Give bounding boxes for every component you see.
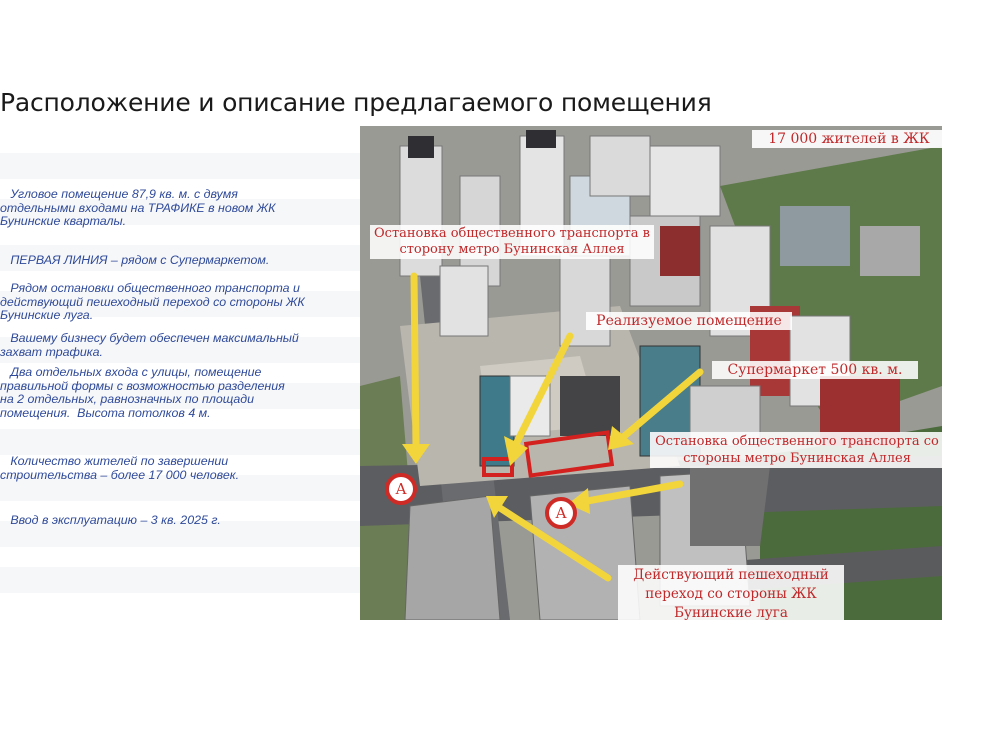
bullet-residents: Количество жителей по завершении строительства – более 17 000 человек. — [0, 454, 240, 482]
annotation-stop-from-metro: Остановка общественного транспорта со стороны метро Бунинская Аллея — [650, 432, 944, 468]
annotation-stop-to-metro: Остановка общественного транспорта в сторону метро Бунинская Аллея — [370, 225, 654, 259]
bullet-first-line: ПЕРВАЯ ЛИНИЯ – рядом с Супермаркетом. — [0, 253, 270, 267]
slide-title: Расположение и описание предлагаемого помещения — [0, 88, 712, 117]
bus-stop-icon: А — [385, 473, 417, 505]
annotation-supermarket: Супермаркет 500 кв. м. — [712, 361, 918, 379]
bullet-traffic: Вашему бизнесу будет обеспечен максимальный захват трафика. — [0, 331, 299, 359]
bullet-two-entrances: Два отдельных входа с улицы, помещение правильной формы с возможностью разделения на 2 отдельных, равнозначных по площади помещения. Высота потолков 4 м. — [0, 365, 285, 420]
annotation-residents: 17 000 жителей в ЖК — [752, 130, 946, 148]
bus-stop-icon: А — [545, 497, 577, 529]
annotation-premises: Реализуемое помещение — [586, 312, 792, 330]
bullet-corner-premises: Угловое помещение 87,9 кв. м. с двумя отдельными входами на ТРАФИКЕ в новом ЖК Бунинские кварталы. — [0, 187, 276, 229]
bullet-transport: Рядом остановки общественного транспорта и действующий пешеходный переход со стороны ЖК Бунинские луга. — [0, 281, 305, 323]
bullet-commissioning: Ввод в эксплуатацию – 3 кв. 2025 г. — [0, 513, 221, 527]
annotation-pedestrian-crossing: Действующий пешеходный переход со стороны ЖК Бунинские луга — [618, 565, 844, 623]
